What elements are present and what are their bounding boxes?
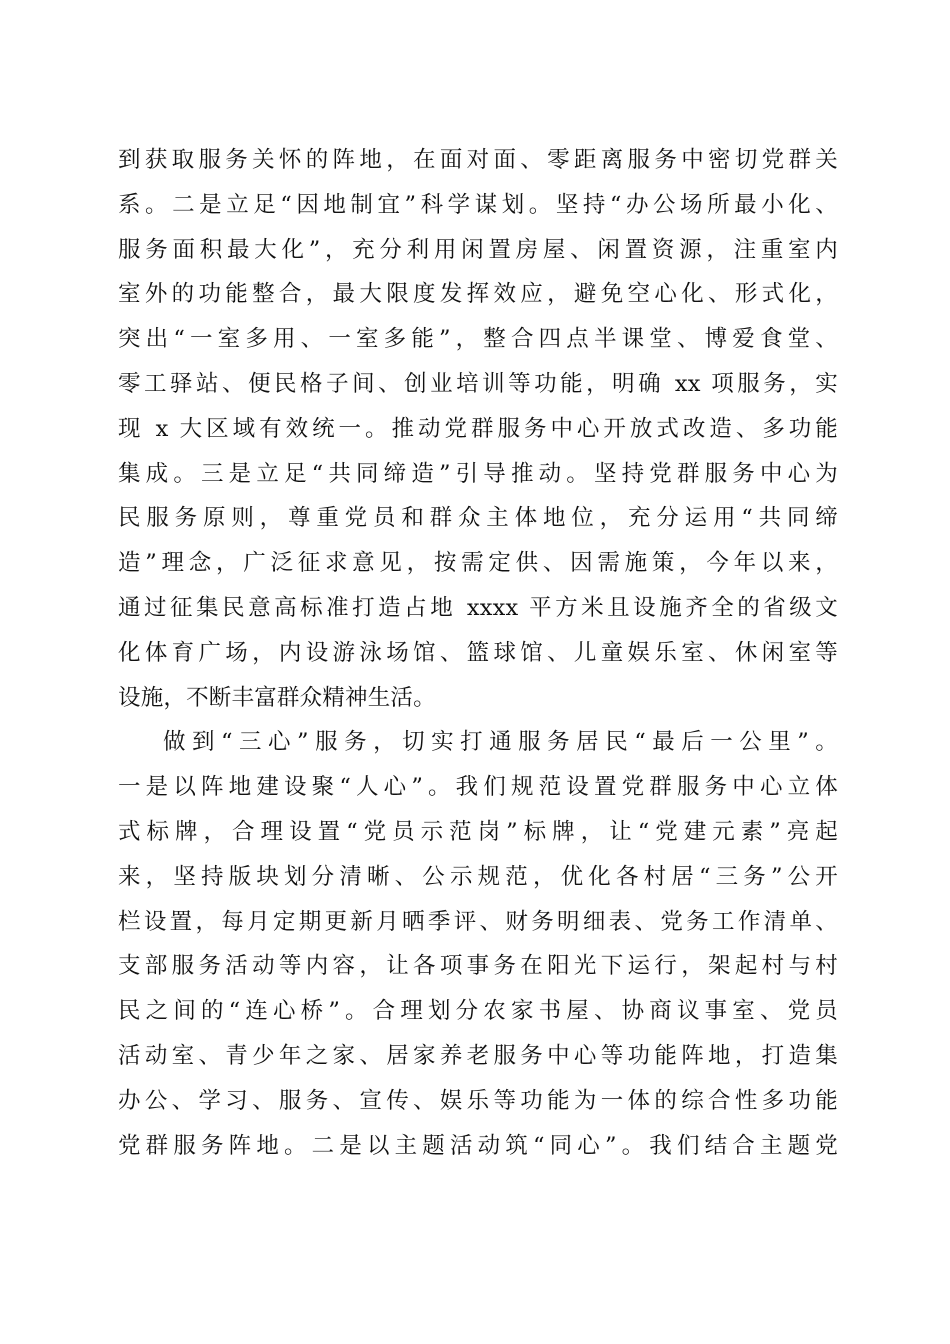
text-line: 栏设置，每月定期更新月晒季评、财务明细表、党务工作清单、: [118, 908, 838, 935]
text-line: 一是以阵地建设聚“人心”。我们规范设置党群服务中心立体: [118, 774, 838, 801]
text-line: 来，坚持版块划分清晰、公示规范，优化各村居“三务”公开: [118, 863, 838, 890]
text-line: 办公、学习、服务、宣传、娱乐等功能为一体的综合性多功能: [118, 1087, 838, 1114]
text-line: 突出“一室多用、一室多能”，整合四点半课堂、博爱食堂、: [118, 326, 838, 353]
paragraph-1: [118, 138, 838, 720]
text-line: 化体育广场，内设游泳场馆、篮球馆、儿童娱乐室、休闲室等: [118, 639, 838, 666]
text-line: 系。二是立足“因地制宜”科学谋划。坚持“办公场所最小化、: [118, 191, 838, 218]
text-line: 通过征集民意高标准打造占地 xxxx 平方米且设施齐全的省级文: [118, 594, 838, 621]
text-line: 造”理念，广泛征求意见，按需定供、因需施策，今年以来，: [118, 550, 838, 577]
text-line: 支部服务活动等内容，让各项事务在阳光下运行，架起村与村: [118, 953, 838, 980]
text-line: 活动室、青少年之家、居家养老服务中心等功能阵地，打造集: [118, 1042, 838, 1069]
paragraph-2: [118, 720, 838, 1168]
text-line: 集成。三是立足“共同缔造”引导推动。坚持党群服务中心为: [118, 460, 838, 487]
text-line: 民服务原则，尊重党员和群众主体地位，充分运用“共同缔: [118, 505, 838, 532]
text-line: 到获取服务关怀的阵地，在面对面、零距离服务中密切党群关: [118, 147, 838, 173]
document-body: [118, 138, 838, 1168]
text-line: 室外的功能整合，最大限度发挥效应，避免空心化、形式化，: [118, 281, 838, 308]
text-line: 做到“三心”服务，切实打通服务居民“最后一公里”。: [163, 729, 838, 756]
text-line: 党群服务阵地。二是以主题活动筑“同心”。我们结合主题党: [118, 1132, 838, 1159]
text-line: 服务面积最大化”，充分利用闲置房屋、闲置资源，注重室内: [118, 236, 838, 263]
text-line: 民之间的“连心桥”。合理划分农家书屋、协商议事室、党员: [118, 998, 838, 1025]
text-line: 设施，不断丰富群众精神生活。: [118, 684, 436, 711]
text-line: 式标牌，合理设置“党员示范岗”标牌，让“党建元素”亮起: [118, 818, 838, 845]
text-line: 现 x 大区域有效统一。推动党群服务中心开放式改造、多功能: [118, 415, 838, 442]
text-line: 零工驿站、便民格子间、创业培训等功能，明确 xx 项服务，实: [118, 370, 838, 397]
